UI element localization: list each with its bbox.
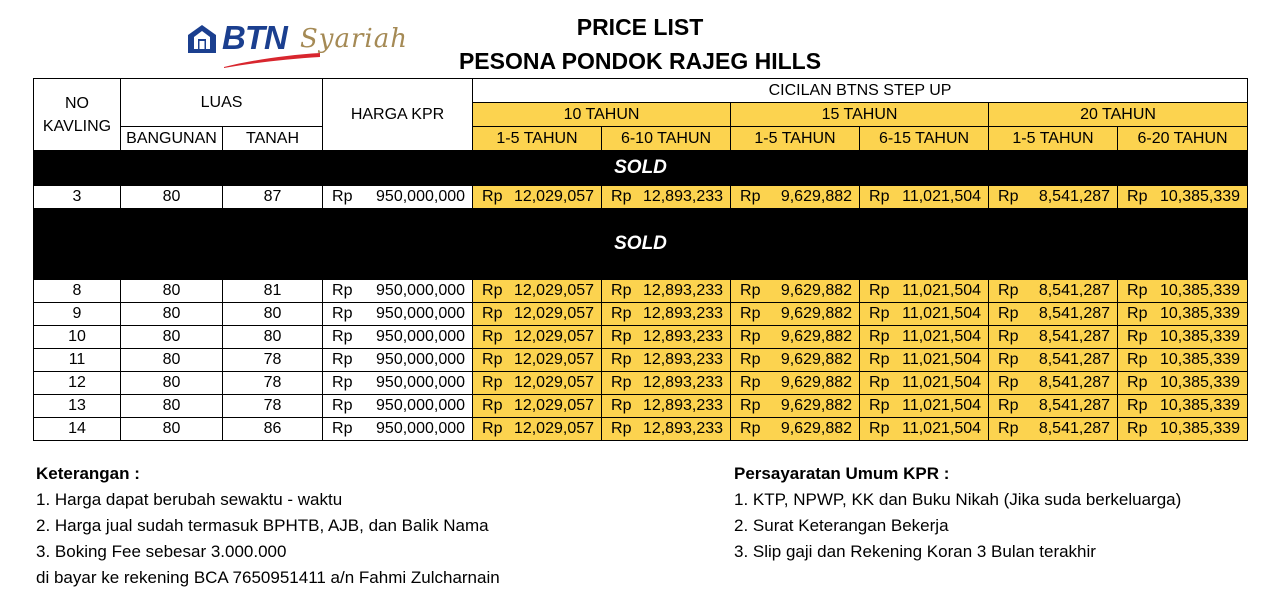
amount-value: 9,629,882 — [780, 328, 853, 345]
col-header-10a: 1-5 TAHUN — [473, 127, 602, 151]
amount-value: 950,000,000 — [376, 328, 466, 345]
currency-label: Rp — [611, 305, 632, 322]
cicilan-10b-cell — [602, 349, 731, 372]
amount-value: 950,000,000 — [376, 374, 466, 391]
sold-row — [34, 151, 1248, 186]
cicilan-10a-cell — [473, 326, 602, 349]
currency-label: Rp — [611, 397, 632, 414]
cicilan-20b-cell — [1118, 372, 1248, 395]
amount-value: 8,541,287 — [1038, 420, 1111, 437]
currency-label: Rp — [1127, 351, 1148, 368]
col-header-10b: 6-10 TAHUN — [602, 127, 731, 151]
logo-swoosh-icon — [222, 52, 322, 68]
cicilan-20a-cell — [989, 395, 1118, 418]
amount-value: 9,629,882 — [780, 397, 853, 414]
col-header-luas: LUAS — [121, 79, 323, 127]
currency-label: Rp — [611, 282, 632, 299]
table-row — [34, 349, 1248, 372]
cicilan-15a-cell — [731, 418, 860, 441]
amount-value: 11,021,504 — [902, 397, 982, 414]
amount-value: 12,893,233 — [642, 328, 724, 345]
amount-value: 950,000,000 — [376, 351, 466, 368]
amount-value: 9,629,882 — [780, 374, 853, 391]
currency-label: Rp — [740, 374, 761, 391]
amount-value: 11,021,504 — [902, 188, 982, 205]
currency-label: Rp — [332, 188, 353, 205]
amount-value: 12,893,233 — [642, 351, 724, 368]
tanah-cell: 80 — [223, 326, 323, 349]
keterangan-item: di bayar ke rekening BCA 7650951411 a/n Fahmi Zulcharnain — [36, 568, 500, 587]
currency-label: Rp — [1127, 420, 1148, 437]
amount-value: 10,385,339 — [1159, 374, 1241, 391]
cicilan-10a-cell — [473, 395, 602, 418]
cicilan-10a-cell — [473, 372, 602, 395]
cicilan-10b-cell — [602, 372, 731, 395]
kavling-number-cell: 10 — [34, 326, 121, 349]
table-row — [34, 303, 1248, 326]
keterangan-item: 2. Harga jual sudah termasuk BPHTB, AJB, dan Balik Nama — [36, 516, 489, 535]
amount-value: 11,021,504 — [902, 374, 982, 391]
cicilan-15a-cell — [731, 326, 860, 349]
cicilan-10a-cell — [473, 186, 602, 209]
keterangan-section — [36, 461, 500, 591]
kavling-number-cell: 13 — [34, 395, 121, 418]
cicilan-20a-cell — [989, 280, 1118, 303]
currency-label: Rp — [332, 328, 353, 345]
currency-label: Rp — [482, 420, 503, 437]
currency-label: Rp — [482, 351, 503, 368]
harga-kpr-cell — [323, 372, 473, 395]
kavling-number-cell: 3 — [34, 186, 121, 209]
currency-label: Rp — [869, 374, 890, 391]
cicilan-15a-cell — [731, 280, 860, 303]
cicilan-20b-cell — [1118, 395, 1248, 418]
currency-label: Rp — [998, 374, 1019, 391]
btn-house-icon — [186, 23, 218, 55]
amount-value: 9,629,882 — [780, 420, 853, 437]
amount-value: 12,893,233 — [642, 420, 724, 437]
amount-value: 8,541,287 — [1038, 397, 1111, 414]
amount-value: 8,541,287 — [1038, 305, 1111, 322]
amount-value: 950,000,000 — [376, 305, 466, 322]
cicilan-20a-cell — [989, 326, 1118, 349]
harga-kpr-cell — [323, 280, 473, 303]
currency-label: Rp — [869, 397, 890, 414]
amount-value: 11,021,504 — [902, 420, 982, 437]
bangunan-cell: 80 — [121, 372, 223, 395]
cicilan-10a-cell — [473, 303, 602, 326]
currency-label: Rp — [1127, 282, 1148, 299]
cicilan-20a-cell — [989, 418, 1118, 441]
currency-label: Rp — [998, 282, 1019, 299]
cicilan-20b-cell — [1118, 349, 1248, 372]
currency-label: Rp — [482, 328, 503, 345]
persyaratan-item: 1. KTP, NPWP, KK dan Buku Nikah (Jika suda berkeluarga) — [734, 490, 1182, 509]
cicilan-10b-cell — [602, 186, 731, 209]
cicilan-15b-cell — [860, 418, 989, 441]
btn-brand-text: BTN — [222, 19, 287, 56]
price-table — [33, 78, 1248, 441]
bangunan-cell: 80 — [121, 280, 223, 303]
currency-label: Rp — [332, 351, 353, 368]
currency-label: Rp — [740, 351, 761, 368]
currency-label: Rp — [740, 282, 761, 299]
currency-label: Rp — [740, 328, 761, 345]
cicilan-10a-cell — [473, 418, 602, 441]
cicilan-15b-cell — [860, 303, 989, 326]
cicilan-20b-cell — [1118, 186, 1248, 209]
currency-label: Rp — [998, 328, 1019, 345]
currency-label: Rp — [869, 420, 890, 437]
kavling-number-cell: 12 — [34, 372, 121, 395]
tanah-cell: 80 — [223, 303, 323, 326]
currency-label: Rp — [332, 397, 353, 414]
cicilan-20a-cell — [989, 372, 1118, 395]
col-header-20a: 1-5 TAHUN — [989, 127, 1118, 151]
tanah-cell: 78 — [223, 372, 323, 395]
kavling-number-cell: 14 — [34, 418, 121, 441]
col-header-no-kavling: NO KAVLING — [34, 79, 121, 151]
amount-value: 12,029,057 — [513, 374, 595, 391]
currency-label: Rp — [482, 282, 503, 299]
currency-label: Rp — [482, 305, 503, 322]
persyaratan-section — [734, 461, 1181, 565]
bangunan-cell: 80 — [121, 395, 223, 418]
cicilan-15b-cell — [860, 186, 989, 209]
cicilan-15a-cell — [731, 372, 860, 395]
table-row — [34, 372, 1248, 395]
currency-label: Rp — [1127, 397, 1148, 414]
tanah-cell: 87 — [223, 186, 323, 209]
harga-kpr-cell — [323, 418, 473, 441]
currency-label: Rp — [869, 351, 890, 368]
currency-label: Rp — [998, 188, 1019, 205]
table-row — [34, 186, 1248, 209]
amount-value: 950,000,000 — [376, 420, 466, 437]
amount-value: 12,893,233 — [642, 282, 724, 299]
cicilan-15a-cell — [731, 303, 860, 326]
amount-value: 10,385,339 — [1159, 282, 1241, 299]
col-header-10-tahun: 10 TAHUN — [473, 103, 731, 127]
btn-syariah-logo — [186, 18, 406, 68]
amount-value: 950,000,000 — [376, 282, 466, 299]
cicilan-15b-cell — [860, 372, 989, 395]
currency-label: Rp — [611, 351, 632, 368]
amount-value: 12,893,233 — [642, 188, 724, 205]
tanah-cell: 81 — [223, 280, 323, 303]
harga-kpr-cell — [323, 186, 473, 209]
persyaratan-item: 2. Surat Keterangan Bekerja — [734, 516, 949, 535]
amount-value: 950,000,000 — [376, 188, 466, 205]
cicilan-20b-cell — [1118, 280, 1248, 303]
currency-label: Rp — [1127, 188, 1148, 205]
amount-value: 12,893,233 — [642, 374, 724, 391]
amount-value: 10,385,339 — [1159, 397, 1241, 414]
table-row — [34, 326, 1248, 349]
currency-label: Rp — [482, 374, 503, 391]
cicilan-15b-cell — [860, 349, 989, 372]
table-row — [34, 395, 1248, 418]
cicilan-15b-cell — [860, 280, 989, 303]
currency-label: Rp — [611, 188, 632, 205]
kavling-number-cell: 9 — [34, 303, 121, 326]
tanah-cell: 78 — [223, 395, 323, 418]
keterangan-title: Keterangan : — [36, 464, 140, 483]
col-header-tanah: TANAH — [223, 127, 323, 151]
amount-value: 12,029,057 — [513, 188, 595, 205]
keterangan-item: 1. Harga dapat berubah sewaktu - waktu — [36, 490, 343, 509]
currency-label: Rp — [740, 420, 761, 437]
currency-label: Rp — [998, 305, 1019, 322]
table-row — [34, 418, 1248, 441]
cicilan-15a-cell — [731, 349, 860, 372]
harga-kpr-cell — [323, 326, 473, 349]
amount-value: 9,629,882 — [780, 351, 853, 368]
page-title: PRICE LIST — [576, 14, 704, 40]
col-header-15-tahun: 15 TAHUN — [731, 103, 989, 127]
amount-value: 12,029,057 — [513, 420, 595, 437]
cicilan-15b-cell — [860, 395, 989, 418]
header-row-1 — [34, 79, 1248, 103]
currency-label: Rp — [1127, 328, 1148, 345]
amount-value: 12,029,057 — [513, 397, 595, 414]
cicilan-20a-cell — [989, 349, 1118, 372]
cicilan-10b-cell — [602, 280, 731, 303]
col-header-cicilan: CICILAN BTNS STEP UP — [473, 79, 1248, 103]
sold-row — [34, 209, 1248, 280]
cicilan-10a-cell — [473, 349, 602, 372]
currency-label: Rp — [869, 328, 890, 345]
amount-value: 8,541,287 — [1038, 328, 1111, 345]
amount-value: 11,021,504 — [902, 351, 982, 368]
amount-value: 12,029,057 — [513, 328, 595, 345]
col-header-20-tahun: 20 TAHUN — [989, 103, 1248, 127]
cicilan-10a-cell — [473, 280, 602, 303]
currency-label: Rp — [1127, 305, 1148, 322]
currency-label: Rp — [332, 420, 353, 437]
cicilan-20b-cell — [1118, 418, 1248, 441]
col-header-harga-kpr: HARGA KPR — [323, 79, 473, 151]
amount-value: 950,000,000 — [376, 397, 466, 414]
amount-value: 10,385,339 — [1159, 305, 1241, 322]
harga-kpr-cell — [323, 395, 473, 418]
currency-label: Rp — [740, 188, 761, 205]
amount-value: 8,541,287 — [1038, 282, 1111, 299]
bangunan-cell: 80 — [121, 186, 223, 209]
col-header-15a: 1-5 TAHUN — [731, 127, 860, 151]
sold-label: SOLD — [34, 151, 1248, 186]
currency-label: Rp — [611, 328, 632, 345]
amount-value: 11,021,504 — [902, 305, 982, 322]
keterangan-item: 3. Boking Fee sebesar 3.000.000 — [36, 542, 287, 561]
amount-value: 12,029,057 — [513, 305, 595, 322]
amount-value: 10,385,339 — [1159, 188, 1241, 205]
currency-label: Rp — [482, 188, 503, 205]
currency-label: Rp — [869, 188, 890, 205]
persyaratan-item: 3. Slip gaji dan Rekening Koran 3 Bulan terakhir — [734, 542, 1096, 561]
amount-value: 9,629,882 — [780, 188, 853, 205]
header-row-3 — [34, 127, 1248, 151]
cicilan-20a-cell — [989, 186, 1118, 209]
bangunan-cell: 80 — [121, 349, 223, 372]
currency-label: Rp — [332, 282, 353, 299]
currency-label: Rp — [611, 374, 632, 391]
bangunan-cell: 80 — [121, 418, 223, 441]
amount-value: 11,021,504 — [902, 282, 982, 299]
amount-value: 12,893,233 — [642, 397, 724, 414]
kavling-number-cell: 11 — [34, 349, 121, 372]
kavling-number-cell: 8 — [34, 280, 121, 303]
currency-label: Rp — [998, 420, 1019, 437]
harga-kpr-cell — [323, 303, 473, 326]
cicilan-10b-cell — [602, 303, 731, 326]
amount-value: 8,541,287 — [1038, 351, 1111, 368]
currency-label: Rp — [332, 305, 353, 322]
cicilan-15a-cell — [731, 186, 860, 209]
col-header-bangunan: BANGUNAN — [121, 127, 223, 151]
currency-label: Rp — [482, 397, 503, 414]
cicilan-20b-cell — [1118, 303, 1248, 326]
table-row — [34, 280, 1248, 303]
amount-value: 10,385,339 — [1159, 420, 1241, 437]
currency-label: Rp — [332, 374, 353, 391]
cicilan-20b-cell — [1118, 326, 1248, 349]
amount-value: 8,541,287 — [1038, 374, 1111, 391]
col-header-15b: 6-15 TAHUN — [860, 127, 989, 151]
syariah-brand-text: Syariah — [300, 24, 408, 54]
table-body-a — [34, 186, 1248, 209]
amount-value: 11,021,504 — [902, 328, 982, 345]
amount-value: 10,385,339 — [1159, 351, 1241, 368]
cicilan-15b-cell — [860, 326, 989, 349]
amount-value: 12,029,057 — [513, 351, 595, 368]
currency-label: Rp — [998, 351, 1019, 368]
cicilan-10b-cell — [602, 395, 731, 418]
currency-label: Rp — [998, 397, 1019, 414]
amount-value: 9,629,882 — [780, 305, 853, 322]
currency-label: Rp — [740, 397, 761, 414]
cicilan-10b-cell — [602, 326, 731, 349]
tanah-cell: 78 — [223, 349, 323, 372]
cicilan-15a-cell — [731, 395, 860, 418]
page-subtitle: PESONA PONDOK RAJEG HILLS — [458, 48, 822, 74]
bangunan-cell: 80 — [121, 326, 223, 349]
currency-label: Rp — [869, 305, 890, 322]
currency-label: Rp — [1127, 374, 1148, 391]
currency-label: Rp — [869, 282, 890, 299]
persyaratan-title: Persayaratan Umum KPR : — [734, 464, 950, 483]
currency-label: Rp — [740, 305, 761, 322]
amount-value: 10,385,339 — [1159, 328, 1241, 345]
currency-label: Rp — [611, 420, 632, 437]
cicilan-20a-cell — [989, 303, 1118, 326]
amount-value: 9,629,882 — [780, 282, 853, 299]
tanah-cell: 86 — [223, 418, 323, 441]
col-header-20b: 6-20 TAHUN — [1118, 127, 1248, 151]
table-body-b — [34, 280, 1248, 441]
cicilan-10b-cell — [602, 418, 731, 441]
amount-value: 12,029,057 — [513, 282, 595, 299]
bangunan-cell: 80 — [121, 303, 223, 326]
sold-label: SOLD — [34, 209, 1248, 280]
harga-kpr-cell — [323, 349, 473, 372]
amount-value: 8,541,287 — [1038, 188, 1111, 205]
amount-value: 12,893,233 — [642, 305, 724, 322]
